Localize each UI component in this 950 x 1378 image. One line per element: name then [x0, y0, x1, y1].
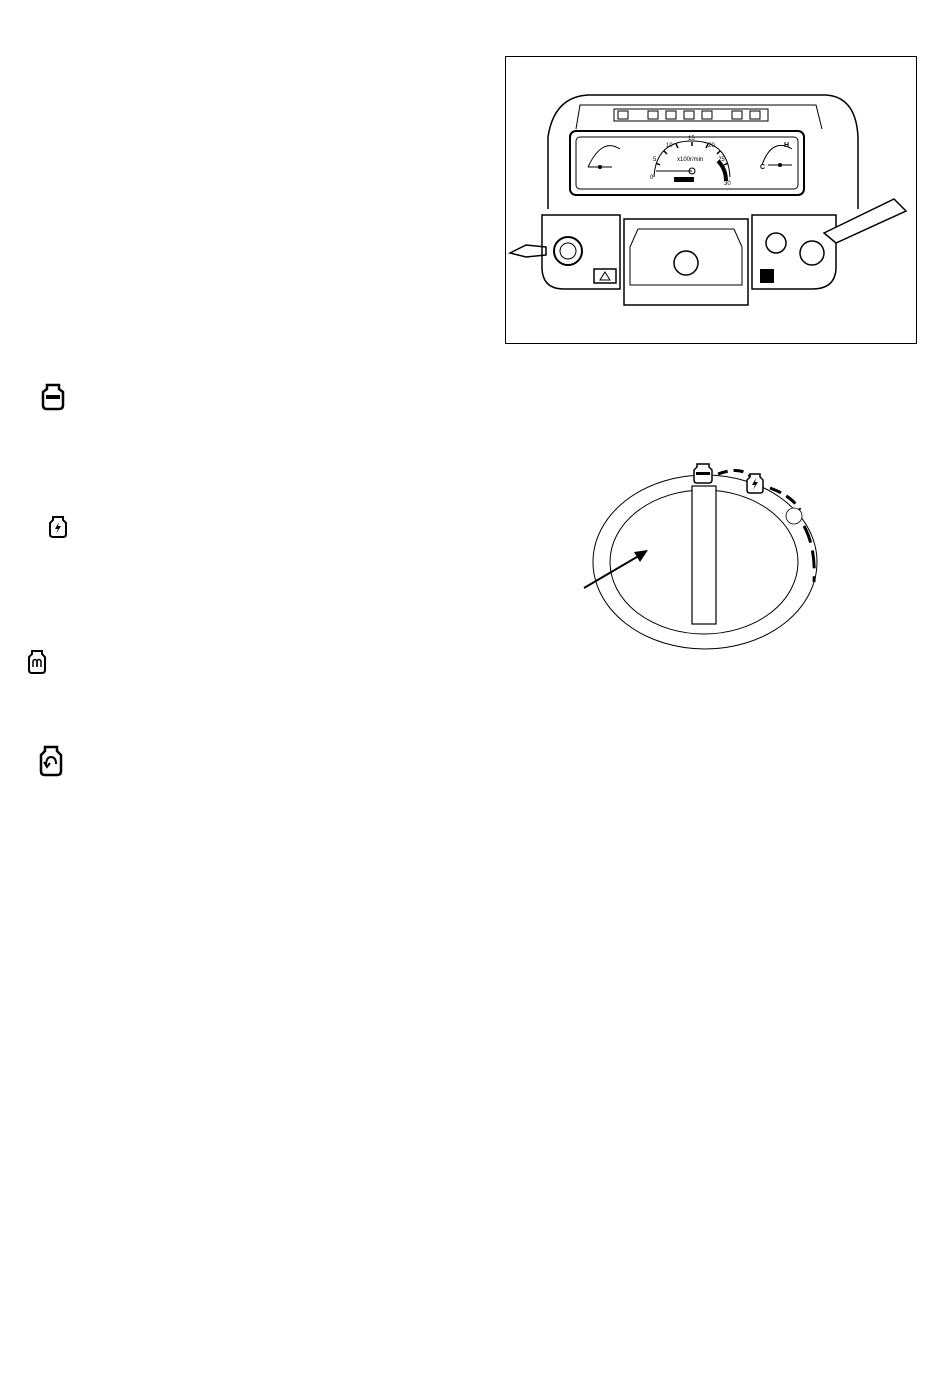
position-symbol	[694, 464, 712, 483]
temp-hot-label: H	[784, 142, 790, 149]
tach-scale-label: 30	[724, 181, 731, 187]
tach-scale-label: 15	[688, 136, 695, 142]
tach-unit-label: x100r/min	[677, 157, 704, 163]
temp-cold-label: C	[760, 164, 766, 171]
engine-preheat-icon	[26, 649, 48, 675]
tach-scale-label: 10	[666, 143, 673, 149]
engine-on-icon	[47, 515, 69, 539]
tach-scale-label: 20	[708, 143, 715, 149]
engine-start-icon	[38, 745, 64, 777]
position-symbol	[747, 474, 763, 493]
dashboard-figure	[505, 56, 917, 344]
tach-scale-label: 0	[650, 175, 654, 181]
engine-preheat-off-icon	[40, 383, 66, 411]
tach-scale-label: 5	[653, 157, 657, 163]
key-switch-figure	[570, 452, 840, 657]
tach-scale-label: 25	[718, 157, 725, 163]
